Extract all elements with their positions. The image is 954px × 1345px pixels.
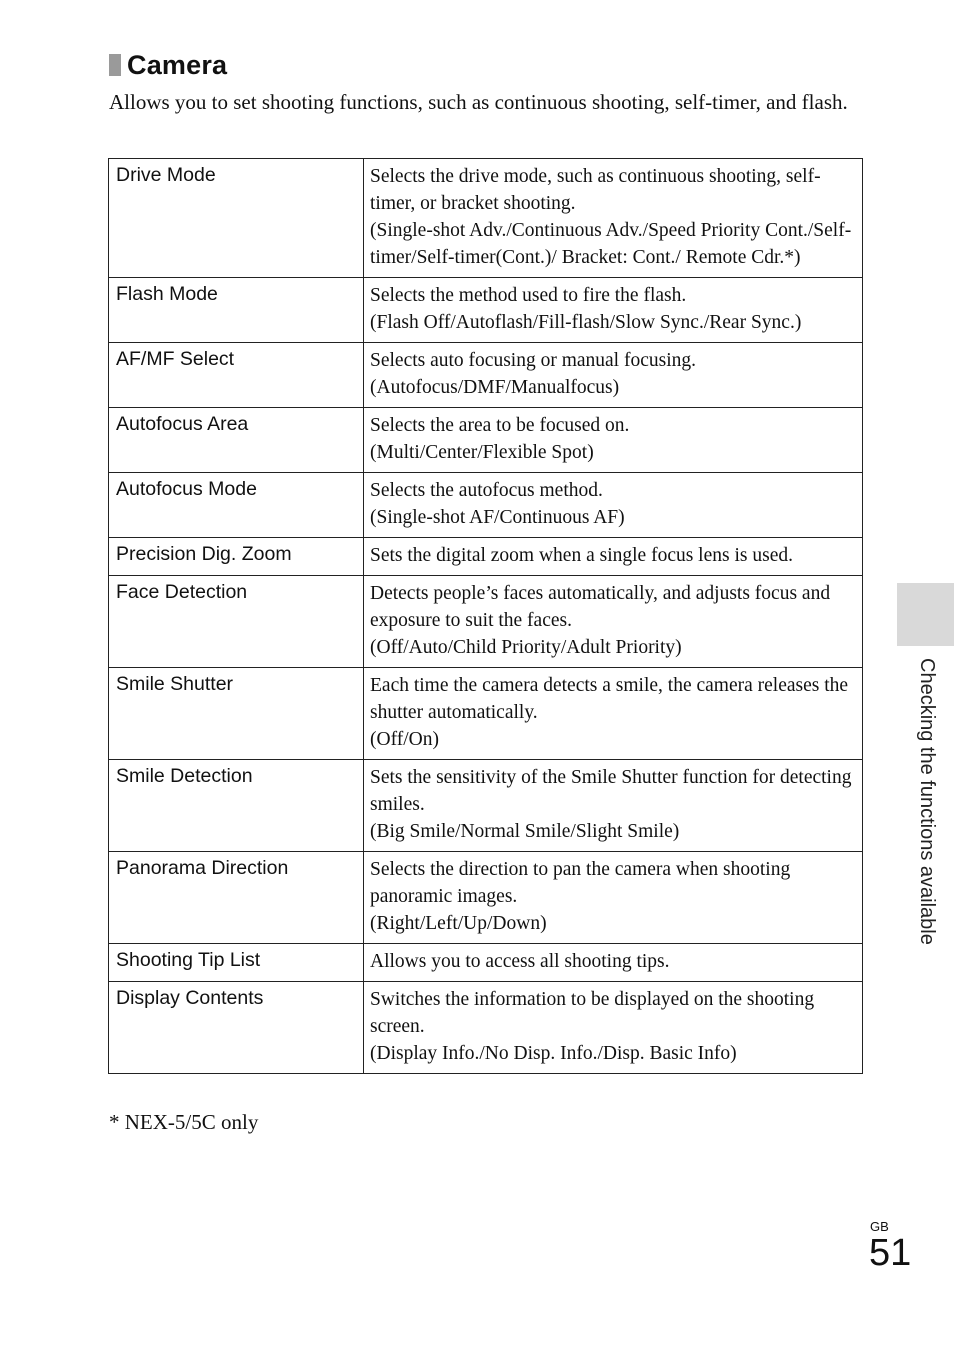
table-row bbox=[109, 668, 863, 760]
function-description bbox=[364, 944, 863, 982]
description-line: Selects the direction to pan the camera when shooting panoramic images. bbox=[370, 859, 791, 907]
function-description bbox=[364, 278, 863, 343]
description-line: Each time the camera detects a smile, the camera releases the shutter automatically. bbox=[370, 675, 849, 723]
function-name: Panorama Direction bbox=[109, 852, 364, 944]
table-row bbox=[109, 982, 863, 1074]
description-line: Selects the drive mode, such as continuous shooting, self-timer, or bracket shooting. bbox=[370, 166, 821, 214]
table-row bbox=[109, 408, 863, 473]
table-row bbox=[109, 760, 863, 852]
description-line: (Flash Off/Autoflash/Fill-flash/Slow Sync./Rear Sync.) bbox=[370, 312, 802, 333]
description-line: (Right/Left/Up/Down) bbox=[370, 913, 547, 934]
description-line: (Autofocus/DMF/Manualfocus) bbox=[370, 377, 620, 398]
function-name: Autofocus Area bbox=[109, 408, 364, 473]
function-name: Autofocus Mode bbox=[109, 473, 364, 538]
footnote: * NEX-5/5C only bbox=[109, 1110, 259, 1134]
section-heading bbox=[109, 46, 227, 84]
page-number: 51 bbox=[869, 1232, 912, 1274]
description-line: Sets the digital zoom when a single focus lens is used. bbox=[370, 545, 793, 566]
description-line: Detects people’s faces automatically, and adjusts focus and exposure to suit the faces. bbox=[370, 583, 831, 631]
function-name: Smile Shutter bbox=[109, 668, 364, 760]
table-row bbox=[109, 852, 863, 944]
description-line: (Display Info./No Disp. Info./Disp. Basic Info) bbox=[370, 1043, 737, 1064]
camera-functions-table bbox=[108, 158, 863, 1074]
function-description bbox=[364, 538, 863, 576]
chapter-label: Checking the functions available bbox=[916, 658, 938, 945]
table-row bbox=[109, 576, 863, 668]
description-line: Switches the information to be displayed on the shooting screen. bbox=[370, 989, 815, 1037]
description-line: Selects the method used to fire the flash. bbox=[370, 285, 687, 306]
function-description bbox=[364, 760, 863, 852]
function-description bbox=[364, 343, 863, 408]
table-row bbox=[109, 159, 863, 278]
section-title: Camera bbox=[127, 49, 228, 80]
table-row bbox=[109, 944, 863, 982]
description-line: Selects the autofocus method. bbox=[370, 480, 603, 501]
description-line: Selects the area to be focused on. bbox=[370, 415, 630, 436]
description-line: (Off/Auto/Child Priority/Adult Priority) bbox=[370, 637, 682, 658]
function-name: Flash Mode bbox=[109, 278, 364, 343]
chapter-tab bbox=[897, 583, 954, 646]
table-row bbox=[109, 278, 863, 343]
table-row bbox=[109, 538, 863, 576]
function-name: AF/MF Select bbox=[109, 343, 364, 408]
page-language: GB bbox=[870, 1219, 889, 1234]
table-row bbox=[109, 343, 863, 408]
function-description bbox=[364, 668, 863, 760]
description-line: (Off/On) bbox=[370, 729, 439, 750]
function-description bbox=[364, 982, 863, 1074]
function-name: Shooting Tip List bbox=[109, 944, 364, 982]
description-line: (Big Smile/Normal Smile/Slight Smile) bbox=[370, 821, 680, 842]
function-description bbox=[364, 576, 863, 668]
function-description bbox=[364, 852, 863, 944]
function-description bbox=[364, 473, 863, 538]
description-line: (Single-shot Adv./Continuous Adv./Speed Priority Cont./Self-timer/Self-timer(Cont.)/ Bracket: Cont./ Remote Cdr.*) bbox=[370, 220, 852, 268]
function-name: Smile Detection bbox=[109, 760, 364, 852]
heading-marker bbox=[109, 54, 121, 76]
description-line: (Multi/Center/Flexible Spot) bbox=[370, 442, 594, 463]
section-intro: Allows you to set shooting functions, such as continuous shooting, self-timer, and flash. bbox=[109, 90, 848, 114]
function-name: Display Contents bbox=[109, 982, 364, 1074]
description-line: Sets the sensitivity of the Smile Shutter function for detecting smiles. bbox=[370, 767, 852, 815]
function-description bbox=[364, 159, 863, 278]
function-description bbox=[364, 408, 863, 473]
description-line: (Single-shot AF/Continuous AF) bbox=[370, 507, 625, 528]
function-name: Face Detection bbox=[109, 576, 364, 668]
table-row bbox=[109, 473, 863, 538]
description-line: Allows you to access all shooting tips. bbox=[370, 951, 670, 972]
description-line: Selects auto focusing or manual focusing. bbox=[370, 350, 697, 371]
function-name: Precision Dig. Zoom bbox=[109, 538, 364, 576]
function-name: Drive Mode bbox=[109, 159, 364, 278]
